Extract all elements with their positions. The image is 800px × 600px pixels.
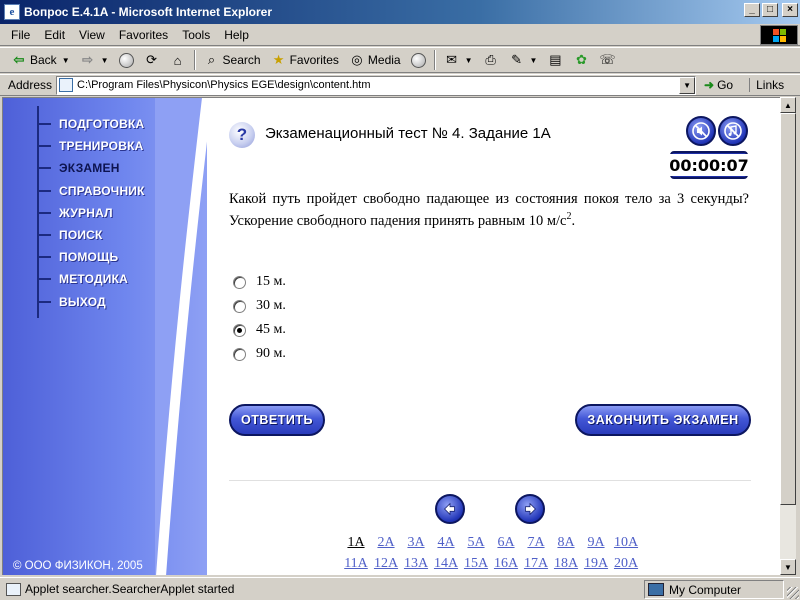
back-label: Back <box>30 53 57 67</box>
address-dropdown[interactable]: ▼ <box>679 77 695 94</box>
answer-option[interactable] <box>233 294 286 318</box>
task-link-1a[interactable]: 1А <box>347 534 365 550</box>
refresh-icon: ⟳ <box>146 52 157 67</box>
forward-button[interactable] <box>75 49 114 71</box>
chevron-down-icon: ▼ <box>464 55 473 65</box>
page-status-icon <box>6 583 21 596</box>
minimize-button[interactable]: _ <box>744 3 760 17</box>
page-title: Экзаменационный тест № 4. Задание 1А <box>265 125 551 142</box>
search-label: Search <box>222 53 261 67</box>
edit-icon: ✎ <box>511 52 522 67</box>
home-button[interactable] <box>165 49 191 71</box>
menu-view[interactable]: View <box>79 27 105 42</box>
chevron-down-icon: ▼ <box>100 55 109 65</box>
mail-icon: ✉ <box>446 52 458 67</box>
favorites-button[interactable] <box>266 49 344 71</box>
radio-button[interactable] <box>233 276 246 289</box>
history-button[interactable] <box>406 49 431 71</box>
arrow-right-icon <box>521 500 539 518</box>
arrow-left-icon <box>441 500 459 518</box>
sidebar-item-label: МЕТОДИКА <box>59 272 128 287</box>
address-url: C:\Program Files\Physicon\Physics EGE\design\content.htm <box>77 79 371 91</box>
flower-icon: ✿ <box>576 52 587 67</box>
go-arrow-icon: ➜ <box>704 78 715 92</box>
scroll-down-button[interactable]: ▼ <box>780 559 796 575</box>
discuss-button[interactable] <box>542 49 568 71</box>
answer-options <box>233 270 286 366</box>
question-superscript: 2 <box>566 211 572 223</box>
task-link-10a[interactable]: 10А <box>613 534 639 550</box>
sidebar-item-label: ВЫХОД <box>59 294 106 309</box>
title-bar <box>0 0 800 24</box>
sidebar-item-label: СПРАВОЧНИК <box>59 183 145 198</box>
main-content <box>3 98 780 575</box>
history-icon <box>411 53 426 68</box>
forward-arrow-icon: ⇨ <box>82 52 94 67</box>
chat-icon: ☏ <box>599 52 616 67</box>
task-link-8a[interactable]: 8А <box>557 534 575 550</box>
links-button[interactable]: Links <box>749 78 784 92</box>
speaker-muted-icon <box>691 121 711 141</box>
task-link-11a[interactable]: 11А <box>344 555 368 571</box>
close-button[interactable]: × <box>782 3 798 17</box>
status-text: Applet searcher.SearcherApplet started <box>25 582 235 596</box>
task-link-5a[interactable]: 5А <box>467 534 485 550</box>
media-label: Media <box>367 53 401 67</box>
task-link-14a[interactable]: 14А <box>433 555 459 571</box>
messenger-button[interactable] <box>594 49 620 71</box>
radio-button-selected[interactable] <box>233 324 246 337</box>
zone-label: My Computer <box>669 582 742 597</box>
option-label: 15 м. <box>256 274 286 289</box>
icq-button[interactable] <box>568 49 594 71</box>
task-row <box>341 553 641 574</box>
task-link-12a[interactable]: 12А <box>373 555 399 571</box>
sidebar-item-label: ЭКЗАМЕН <box>59 161 120 176</box>
copyright-text: © ООО ФИЗИКОН, 2005 <box>13 560 143 572</box>
menu-file[interactable]: File <box>11 27 31 42</box>
radio-button[interactable] <box>233 348 246 361</box>
computer-icon <box>648 583 664 596</box>
question-text <box>229 188 749 232</box>
go-label: Go <box>717 78 734 92</box>
task-link-4a[interactable]: 4А <box>437 534 455 550</box>
task-link-18a[interactable]: 18А <box>553 555 579 571</box>
task-link-7a[interactable]: 7А <box>527 534 545 550</box>
music-off-button[interactable] <box>718 116 748 146</box>
go-button[interactable] <box>704 78 733 92</box>
sidebar-item-label: ЖУРНАЛ <box>59 205 113 220</box>
stop-button[interactable] <box>114 49 139 71</box>
vertical-scrollbar[interactable] <box>780 97 796 575</box>
sound-off-button[interactable] <box>686 116 716 146</box>
exam-timer <box>670 151 748 179</box>
task-row <box>341 532 641 553</box>
menu-tools[interactable]: Tools <box>182 27 211 42</box>
radio-button[interactable] <box>233 300 246 313</box>
back-arrow-icon: ⇦ <box>13 52 25 67</box>
toolbar-separator <box>434 50 436 70</box>
answer-option[interactable] <box>233 318 286 342</box>
back-button[interactable] <box>6 49 75 71</box>
window-title: Вопрос E.4.1A - Microsoft Internet Explorer <box>24 5 273 19</box>
answer-button[interactable]: ОТВЕТИТЬ <box>229 404 325 436</box>
timer-value: 00:00:07 <box>665 154 753 176</box>
window-controls <box>744 3 798 17</box>
resize-grip[interactable] <box>787 587 799 599</box>
maximize-button[interactable]: □ <box>762 3 778 17</box>
mail-button[interactable] <box>439 49 478 71</box>
ie-icon: e <box>4 4 20 20</box>
task-link-17a[interactable]: 17А <box>523 555 549 571</box>
task-link-9a[interactable]: 9А <box>587 534 605 550</box>
menu-favorites[interactable]: Favorites <box>118 27 169 42</box>
music-muted-icon <box>723 121 743 141</box>
search-icon: ⌕ <box>207 52 216 67</box>
sidebar-item-label: ТРЕНИРОВКА <box>59 139 144 154</box>
next-task-button[interactable] <box>515 494 545 524</box>
task-link-2a[interactable]: 2А <box>377 534 395 550</box>
media-icon: ◎ <box>351 52 363 67</box>
task-link-15a[interactable]: 15А <box>463 555 489 571</box>
question-end: . <box>571 213 576 229</box>
address-bar <box>0 74 800 96</box>
task-link-13a[interactable]: 13А <box>403 555 429 571</box>
page-icon <box>59 78 73 92</box>
scroll-up-button[interactable]: ▲ <box>780 97 796 113</box>
sidebar-item-label: ПОИСК <box>59 228 103 243</box>
security-zone <box>644 580 784 599</box>
menu-bar <box>0 24 800 46</box>
favorites-label: Favorites <box>289 53 339 67</box>
finish-exam-button[interactable]: ЗАКОНЧИТЬ ЭКЗАМЕН <box>575 404 751 436</box>
refresh-button[interactable] <box>139 49 165 71</box>
media-button[interactable] <box>344 49 406 71</box>
divider <box>229 480 751 481</box>
menu-help[interactable]: Help <box>224 27 249 42</box>
chevron-down-icon: ▼ <box>529 55 538 65</box>
address-label: Address <box>8 78 53 92</box>
printer-icon: ⎙ <box>485 52 496 67</box>
status-message-area <box>0 582 520 596</box>
document-icon: ▤ <box>549 52 562 67</box>
sidebar-item-label: ПОДГОТОВКА <box>59 117 145 132</box>
option-label: 90 м. <box>256 346 286 361</box>
windows-logo-icon <box>760 25 798 45</box>
menu-edit[interactable]: Edit <box>44 27 66 42</box>
stop-icon <box>119 53 134 68</box>
question-body: Какой путь пройдет свободно падающее из состояния покоя тело за 3 секунды? Ускорение свободного падения принять равным 10 м/с <box>229 191 749 229</box>
toolbar-separator <box>194 50 196 70</box>
task-link-6a[interactable]: 6А <box>497 534 515 550</box>
search-button[interactable] <box>199 49 266 71</box>
option-label: 45 м. <box>256 322 286 337</box>
question-icon: ? <box>229 122 255 148</box>
edit-button[interactable] <box>504 49 543 71</box>
sidebar-item-label: ПОМОЩЬ <box>59 250 119 265</box>
task-link-19a[interactable]: 19А <box>583 555 609 571</box>
task-link-16a[interactable]: 16А <box>493 555 519 571</box>
task-link-3a[interactable]: 3А <box>407 534 425 550</box>
home-icon: ⌂ <box>173 52 182 68</box>
chevron-down-icon: ▼ <box>61 55 70 65</box>
task-link-20a[interactable]: 20А <box>613 555 639 571</box>
print-button[interactable] <box>478 49 504 71</box>
answer-option[interactable] <box>233 270 286 294</box>
star-icon: ★ <box>272 52 285 67</box>
address-input[interactable] <box>56 76 696 95</box>
status-bar <box>0 577 800 600</box>
answer-option[interactable] <box>233 342 286 366</box>
option-label: 30 м. <box>256 298 286 313</box>
previous-task-button[interactable] <box>435 494 465 524</box>
task-navigation <box>341 532 641 574</box>
scroll-thumb[interactable] <box>780 113 796 505</box>
toolbar <box>0 47 800 73</box>
page-viewport <box>2 97 780 575</box>
